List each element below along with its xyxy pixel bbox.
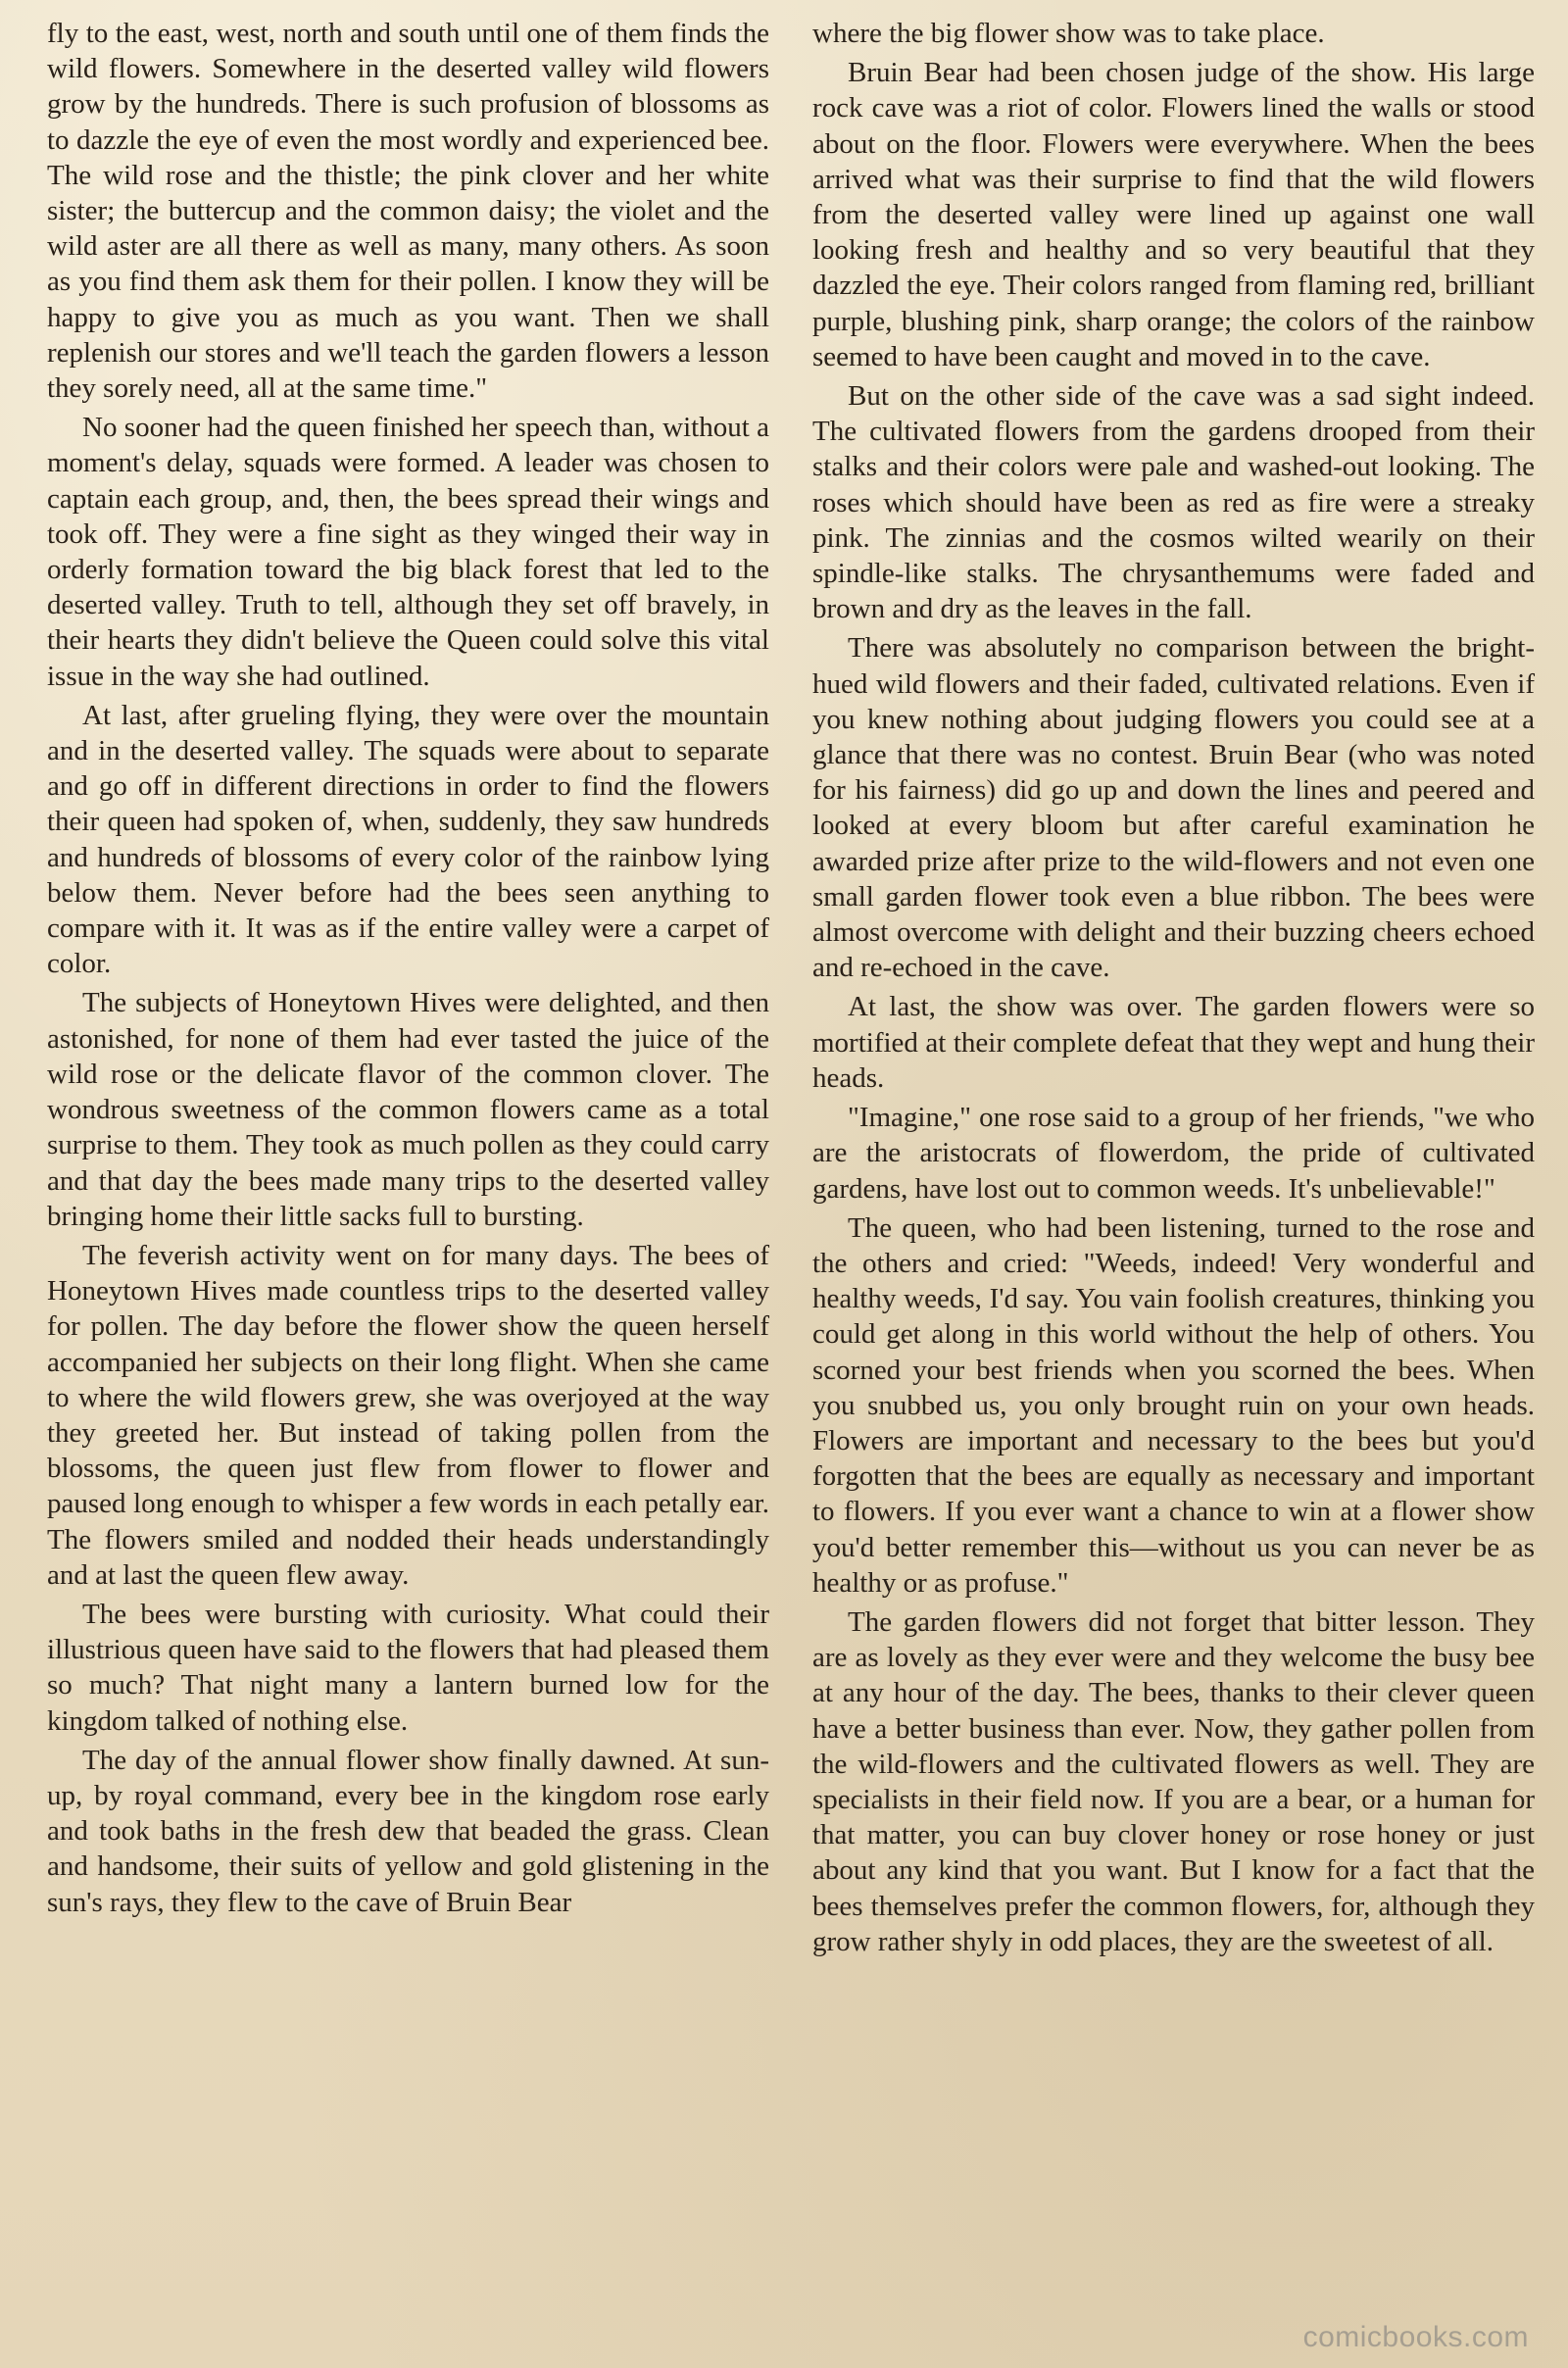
paragraph: The day of the annual flower show finally dawned. At sun-up, by royal command, every bee in the kingdom rose early and took baths in the fresh dew that beaded the grass. Clean and handsome, their suits of yellow and gold glistening in the sun's rays, they flew to the cave of Bruin Bear (47, 1744, 769, 1918)
watermark: comicbooks.com (1302, 2321, 1529, 2353)
paragraph: But on the other side of the cave was a sad sight indeed. The cultivated flowers from the gardens drooped from their stalks and their colors were pale and washed-out looking. The roses which should have been as red as fire were a streaky pink. The zinnias and the cosmos wilted wearily on their spindle-like stalks. The chrysanthemums were faded and brown and dry as the leaves in the fall. (812, 380, 1535, 625)
paragraph: No sooner had the queen finished her speech than, without a moment's delay, squads were formed. A leader was chosen to captain each group, and, then, the bees spread their wings and took off. They were a fine sight as they winged their way in orderly formation toward the big black forest that led to the deserted valley. Truth to tell, although they set off bravely, in their hearts they didn't believe the Queen could solve this vital issue in the way she had outlined. (47, 412, 769, 692)
paragraph: Bruin Bear had been chosen judge of the show. His large rock cave was a riot of color. Flowers lined the walls or stood about on the floor. Flowers were everywhere. When the bees arrived what was their surprise to find that the wild flowers from the deserted valley were lined up against one wall looking fresh and healthy and so very beautiful that they dazzled the eye. Their colors ranged from flaming red, brilliant purple, blushing pink, sharp orange; the colors of the rainbow seemed to have been caught and moved in to the cave. (812, 57, 1535, 372)
paragraph: where the big flower show was to take place. (812, 18, 1325, 49)
paragraph: There was absolutely no comparison between the bright-hued wild flowers and their faded, cultivated relations. Even if you knew nothing about judging flowers you could see at a glance that there was no contest. Bruin Bear (who was noted for his fairness) did go up and down the lines and peered and looked at every bloom but after careful examination he awarded prize after prize to the wild-flowers and not even one small garden flower took even a blue ribbon. The bees were almost overcome with delight and their buzzing cheers echoed and re-echoed in the cave. (812, 632, 1535, 984)
paragraph: The feverish activity went on for many days. The bees of Honeytown Hives made countless trips to the deserted valley for pollen. The day before the flower show the queen herself accompanied her subjects on their long flight. When she came to where the wild flowers grew, she was overjoyed at the way they greeted her. But instead of taking pollen from the blossoms, the queen just flew from flower to flower and paused long enough to whisper a few words in each petally ear. The flowers smiled and nodded their heads understandingly and at last the queen flew away. (47, 1239, 769, 1591)
paragraph: The subjects of Honeytown Hives were delighted, and then astonished, for none of them had ever tasted the juice of the wild rose or the delicate flavor of the common clover. The wondrous sweetness of the common flowers came as a total surprise to them. They took as much pollen as they could carry and that day the bees made many trips to the deserted valley bringing home their little sacks full to bursting. (47, 987, 769, 1232)
paragraph: At last, after grueling flying, they were over the mountain and in the deserted valley. The squads were about to separate and go off in different directions in order to find the flowers their queen had spoken of, when, suddenly, they saw hundreds and hundreds of blossoms of every color of the rainbow lying below them. Never before had the bees seen anything to compare with it. It was as if the entire valley were a carpet of color. (47, 699, 769, 980)
paragraph: The garden flowers did not forget that bitter lesson. They are as lovely as they ever were and they welcome the busy bee at any hour of the day. The bees, thanks to their clever queen have a better business than ever. Now, they gather pollen from the wild-flowers and the cultivated flowers as well. They are specialists in their field now. If you are a bear, or a human for that matter, you can buy clover honey or rose honey or just about any kind that you want. But I know for a fact that the bees themselves prefer the common flowers, for, although they grow rather shyly in odd places, they are the sweetest of all. (812, 1605, 1535, 1957)
paragraph: "Imagine," one rose said to a group of her friends, "we who are the aristocrats of flowerdom, the pride of cultivated gardens, have lost out to common weeds. It's unbelievable!" (812, 1102, 1535, 1205)
paragraph: The bees were bursting with curiosity. What could their illustrious queen have said to the flowers that had pleased them so much? That night many a lantern burned low for the kingdom talked of nothing else. (47, 1598, 769, 1737)
right-text-column (812, 16, 1535, 1963)
paragraph: At last, the show was over. The garden flowers were so mortified at their complete defeat that they wept and hung their heads. (812, 991, 1535, 1094)
paragraph: The queen, who had been listening, turned to the rose and the others and cried: "Weeds, indeed! Very wonderful and healthy weeds, I'd say. You vain foolish creatures, thinking you could get along in this world without the help of others. You scorned your best friends when you scorned the bees. When you snubbed us, you only brought ruin on your own heads. Flowers are important and necessary to the bees but you'd forgotten that the bees are equally as necessary and important to flowers. If you ever want a chance to win at a flower show you'd better remember this—without us you can never be as healthy or as profuse." (812, 1211, 1535, 1599)
paragraph: fly to the east, west, north and south until one of them finds the wild flowers. Somewhere in the deserted valley wild flowers grow by the hundreds. There is such profusion of blossoms as to dazzle the eye of even the most wordly and experienced bee. The wild rose and the thistle; the pink clover and her white sister; the buttercup and the common daisy; the violet and the wild aster are all there as well as many, many others. As soon as you find them ask them for their pollen. I know they will be happy to give you as much as you want. Then we shall replenish our stores and we'll teach the garden flowers a lesson they sorely need, all at the same time." (47, 18, 769, 405)
left-text-column (47, 16, 769, 1924)
